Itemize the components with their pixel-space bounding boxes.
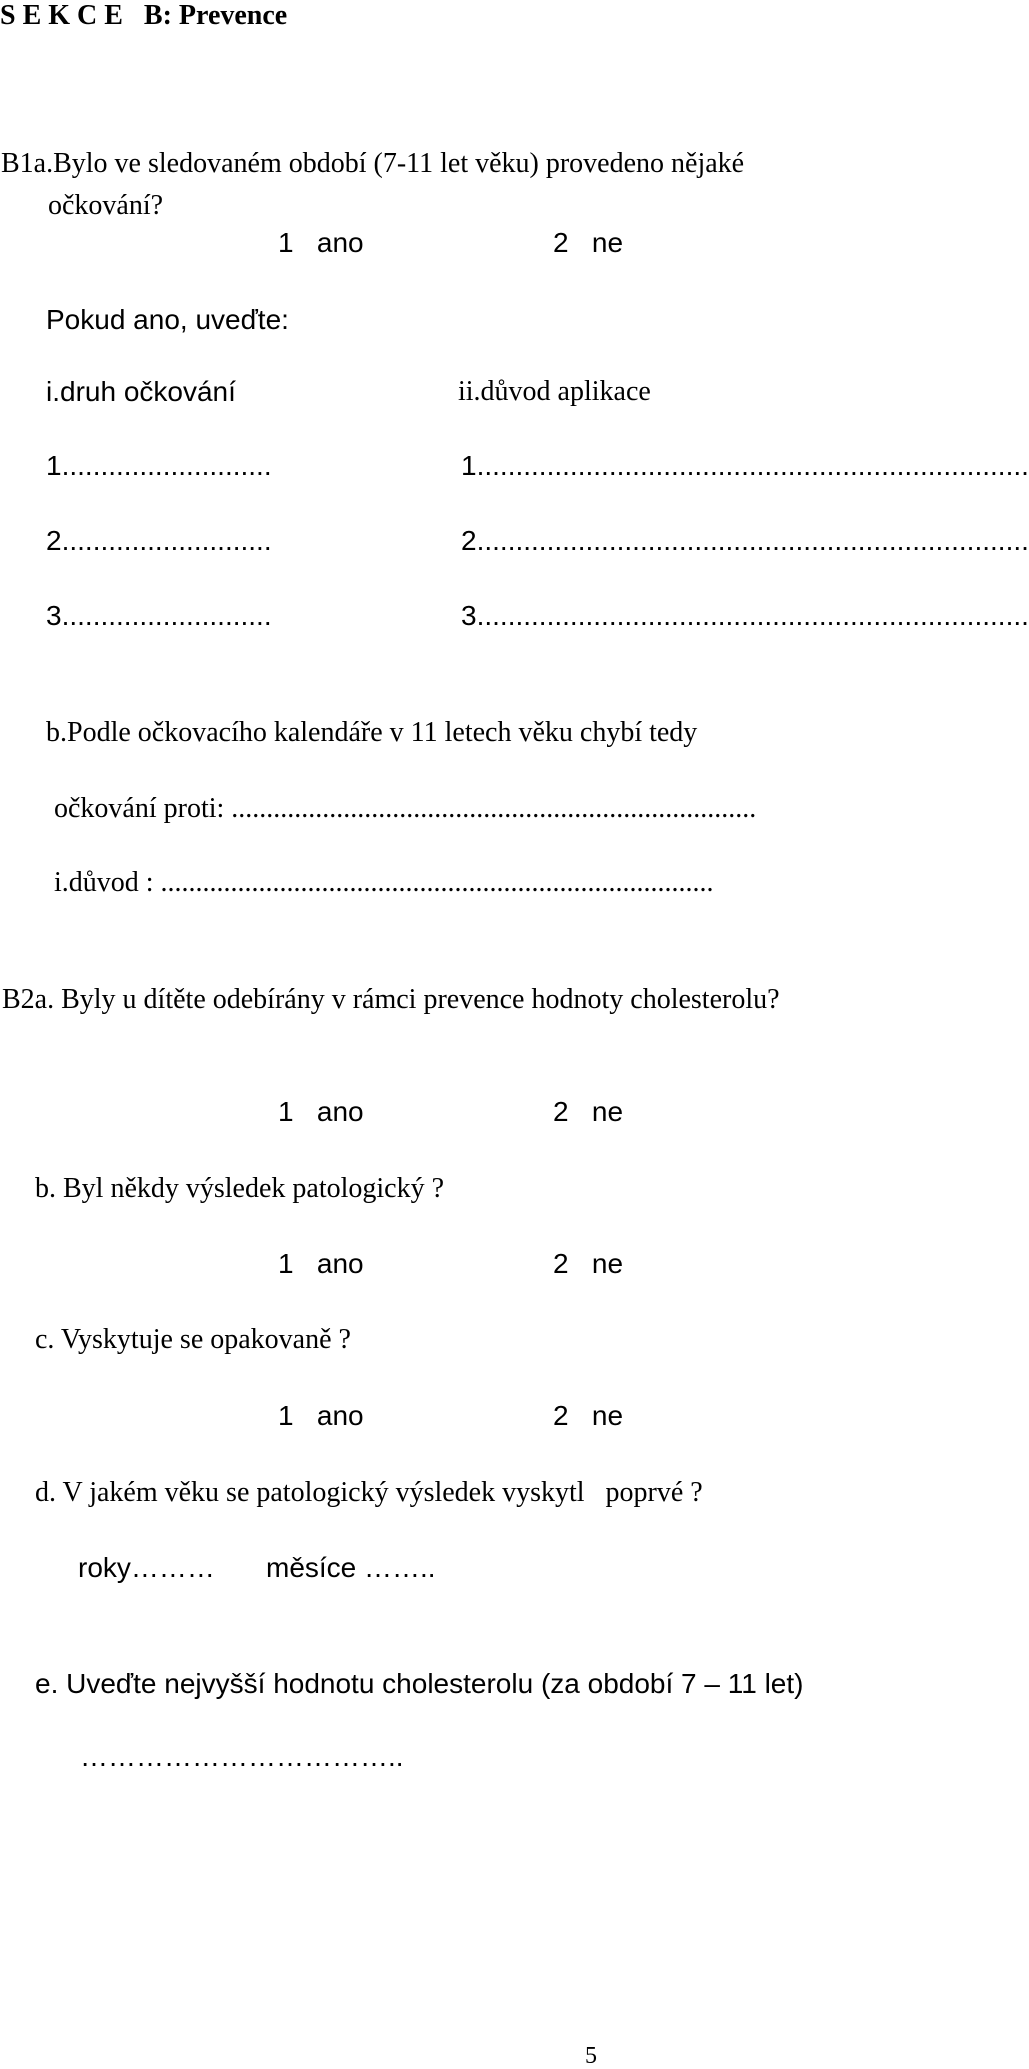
- section-title: S E K C E B: Prevence: [0, 0, 288, 31]
- vaccine-type-header: i.druh očkování: [46, 376, 236, 407]
- question-b2a: B2a. Byly u dítěte odebírány v rámci prevence hodnoty cholesterolu?: [2, 984, 780, 1015]
- question-b1b: b.Podle očkovacího kalendáře v 11 letech věku chybí tedy: [46, 717, 698, 748]
- answer-option-no[interactable]: 2 ne: [553, 227, 624, 258]
- b2b-option-yes[interactable]: 1 ano: [278, 1248, 364, 1279]
- b2c-option-no[interactable]: 2 ne: [553, 1400, 624, 1431]
- question-b2b: b. Byl někdy výsledek patologický ?: [35, 1173, 445, 1204]
- b2a-option-no[interactable]: 2 ne: [553, 1096, 624, 1127]
- vaccine-type-field-2[interactable]: 2...........................: [46, 525, 272, 556]
- question-b2c: c. Vyskytuje se opakovaně ?: [35, 1324, 351, 1355]
- page-number: 5: [585, 2043, 597, 2069]
- reason-field-3[interactable]: 3.......................................................................: [461, 600, 1029, 631]
- question-b2d: d. V jakém věku se patologický výsledek vyskytl poprvé ?: [35, 1477, 703, 1508]
- question-b2e: e. Uveďte nejvyšší hodnotu cholesterolu (za období 7 – 11 let): [35, 1668, 804, 1699]
- age-months-field[interactable]: měsíce ……..: [266, 1552, 436, 1583]
- max-cholesterol-field[interactable]: ……………………………..: [80, 1741, 404, 1772]
- reason-header: ii.důvod aplikace: [458, 376, 651, 407]
- b2c-option-yes[interactable]: 1 ano: [278, 1400, 364, 1431]
- if-yes-label: Pokud ano, uveďte:: [46, 304, 289, 335]
- vaccine-type-field-1[interactable]: 1...........................: [46, 450, 272, 481]
- vaccine-type-field-3[interactable]: 3...........................: [46, 600, 272, 631]
- answer-option-yes[interactable]: 1 ano: [278, 227, 364, 258]
- question-b1a-line1: B1a.Bylo ve sledovaném období (7-11 let věku) provedeno nějaké: [1, 148, 745, 179]
- missing-reason-field[interactable]: i.důvod : ...............................................................................: [54, 867, 714, 898]
- reason-field-2[interactable]: 2.......................................................................: [461, 525, 1029, 556]
- missing-vaccination-field[interactable]: očkování proti: ...........................................................................: [54, 793, 757, 824]
- age-years-field[interactable]: roky………: [78, 1552, 215, 1583]
- b2b-option-no[interactable]: 2 ne: [553, 1248, 624, 1279]
- question-b1a-line2: očkování?: [48, 190, 164, 221]
- reason-field-1[interactable]: 1.......................................................................: [461, 450, 1029, 481]
- b2a-option-yes[interactable]: 1 ano: [278, 1096, 364, 1127]
